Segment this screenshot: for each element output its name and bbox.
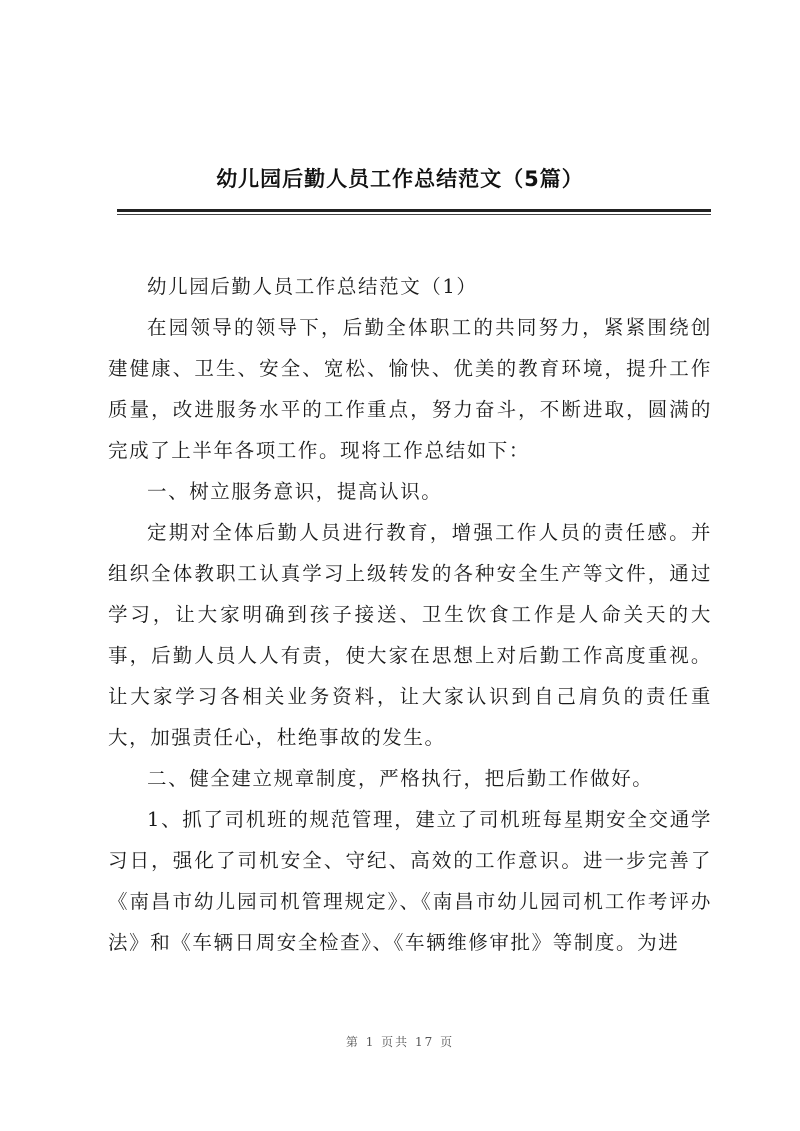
paragraph-intro: 在园领导的领导下，后勤全体职工的共同努力，紧紧围绕创建健康、卫生、安全、宽松、愉快、优美的教育环境，提升工作质量，改进服务水平的工作重点，努力奋斗，不断进取，圆满的完成了上半年各项工作。现将工作总结如下： — [108, 316, 712, 462]
paragraph-heading-2: 二、健全建立规章制度，严格执行，把后勤工作做好。 — [147, 767, 654, 790]
title-rule-thin — [117, 214, 711, 215]
paragraph-section-heading: 幼儿园后勤人员工作总结范文（1） — [147, 275, 478, 298]
page-footer: 第 1 页共 17 页 — [345, 1035, 455, 1049]
paragraph-heading-1: 一、树立服务意识，提高认识。 — [147, 480, 443, 503]
paragraph-body-2: 1、抓了司机班的规范管理，建立了司机班每星期安全交通学习日，强化了司机安全、守纪、高效的工作意识。进一步完善了《南昌市幼儿园司机管理规定》、《南昌市幼儿园司机工作考评办法》和《车辆日周安全检查》、《车辆维修审批》等制度。为进 — [108, 808, 712, 954]
title-rule-thick — [117, 209, 711, 212]
paragraph-body-1: 定期对全体后勤人员进行教育，增强工作人员的责任感。并组织全体教职工认真学习上级转发的各种安全生产等文件，通过学习，让大家明确到孩子接送、卫生饮食工作是人命关天的大事，后勤人员人人有责，使大家在思想上对后勤工作高度重视。让大家学习各相关业务资料，让大家认识到自己肩负的责任重大，加强责任心，杜绝事故的发生。 — [108, 521, 712, 749]
document-body — [108, 266, 712, 963]
document-title: 幼儿园后勤人员工作总结范文（5篇） — [216, 167, 584, 191]
